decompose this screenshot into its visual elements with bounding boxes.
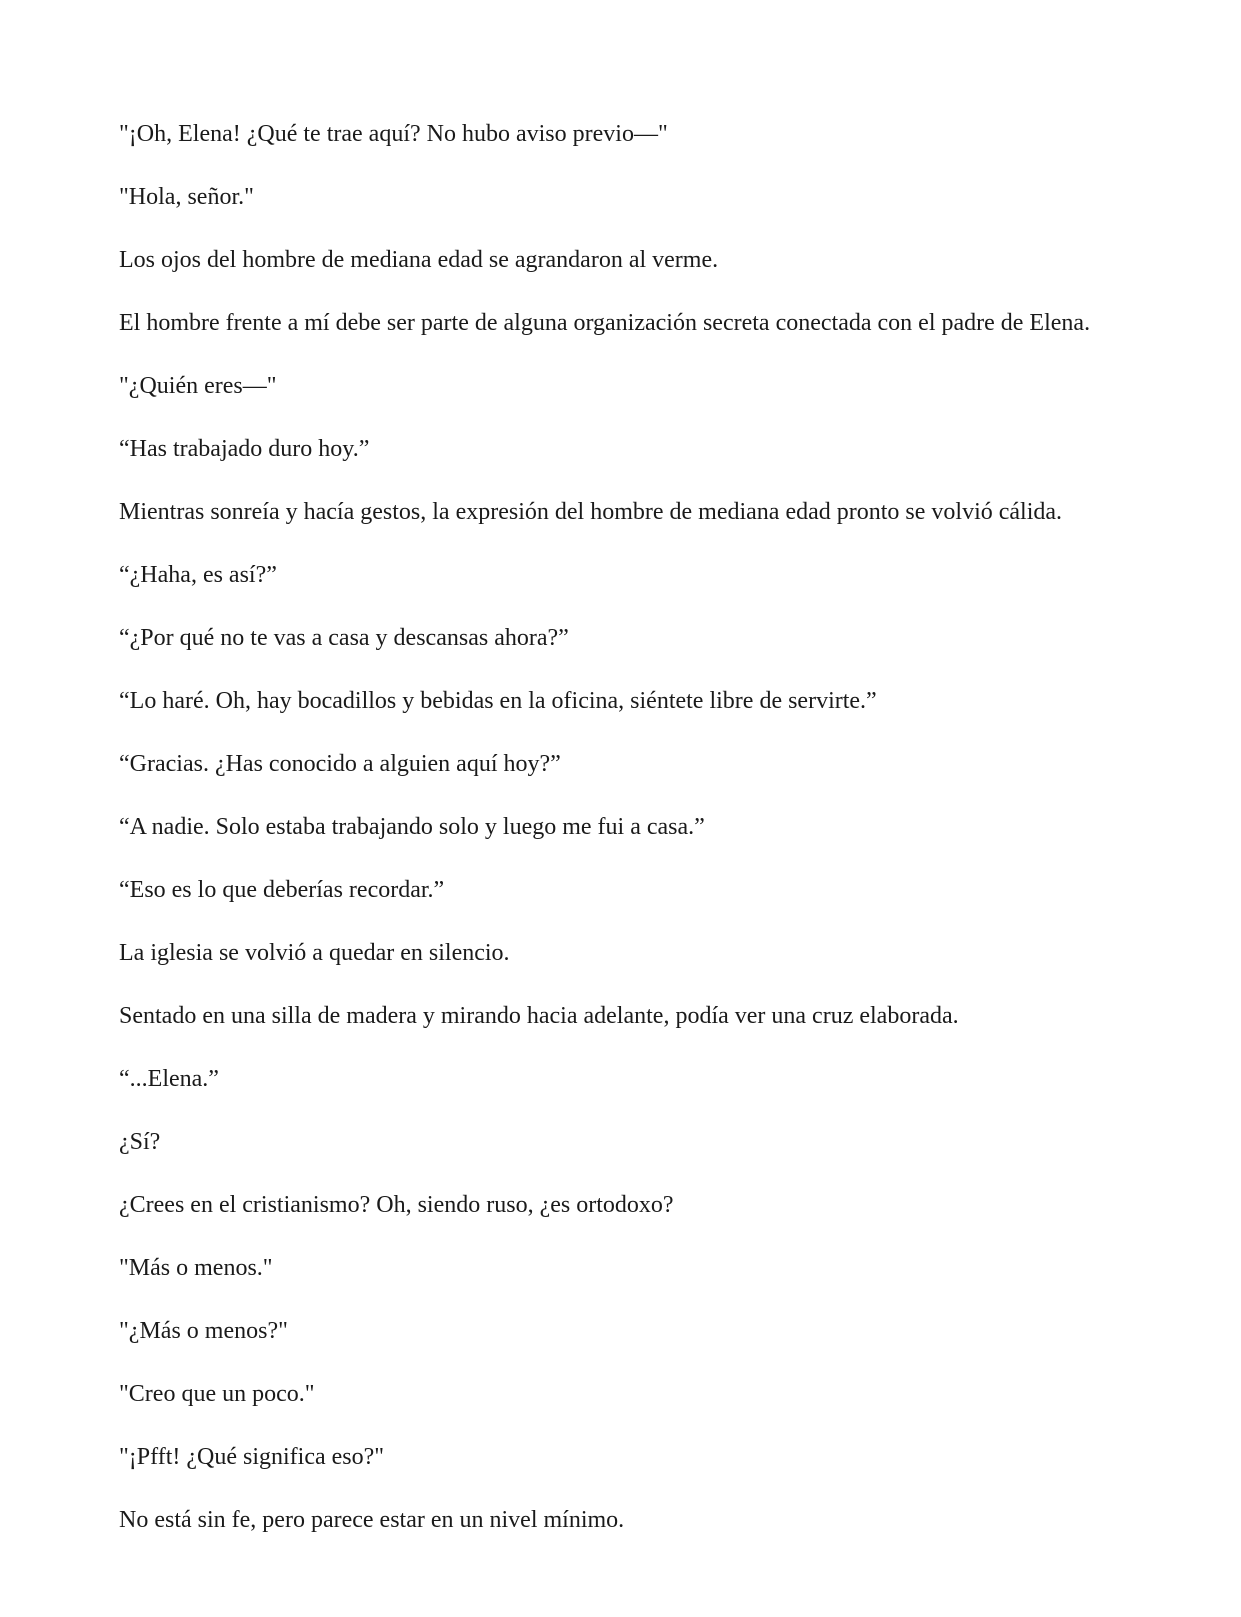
paragraph-22: "¡Pfft! ¿Qué significa eso?" bbox=[119, 1444, 385, 1470]
paragraph-13: “Eso es lo que deberías recordar.” bbox=[119, 877, 445, 903]
paragraph-17: ¿Sí? bbox=[119, 1129, 161, 1155]
paragraph-23: No está sin fe, pero parece estar en un nivel mínimo. bbox=[119, 1507, 625, 1533]
paragraph-19: "Más o menos." bbox=[119, 1255, 273, 1281]
paragraph-18: ¿Crees en el cristianismo? Oh, siendo ruso, ¿es ortodoxo? bbox=[119, 1192, 674, 1218]
paragraph-14: La iglesia se volvió a quedar en silencio. bbox=[119, 940, 510, 966]
paragraph-8: “¿Haha, es así?” bbox=[119, 562, 277, 588]
paragraph-10: “Lo haré. Oh, hay bocadillos y bebidas en la oficina, siéntete libre de servirte.” bbox=[119, 688, 877, 714]
paragraph-1: "¡Oh, Elena! ¿Qué te trae aquí? No hubo aviso previo—" bbox=[119, 121, 668, 147]
paragraph-15: Sentado en una silla de madera y mirando hacia adelante, podía ver una cruz elaborada. bbox=[119, 1003, 959, 1029]
paragraph-9: “¿Por qué no te vas a casa y descansas ahora?” bbox=[119, 625, 569, 651]
paragraph-2: "Hola, señor." bbox=[119, 184, 254, 210]
body-text bbox=[119, 118, 1124, 1536]
paragraph-6: “Has trabajado duro hoy.” bbox=[119, 436, 370, 462]
paragraph-16: “...Elena.” bbox=[119, 1066, 219, 1092]
paragraph-11: “Gracias. ¿Has conocido a alguien aquí hoy?” bbox=[119, 751, 561, 777]
paragraph-4: El hombre frente a mí debe ser parte de alguna organización secreta conectada con el padre de Elena. bbox=[119, 310, 1091, 336]
paragraph-5: "¿Quién eres—" bbox=[119, 373, 277, 399]
paragraph-21: "Creo que un poco." bbox=[119, 1381, 315, 1407]
paragraph-3: Los ojos del hombre de mediana edad se agrandaron al verme. bbox=[119, 247, 719, 273]
paragraph-20: "¿Más o menos?" bbox=[119, 1318, 288, 1344]
paragraph-7: Mientras sonreía y hacía gestos, la expresión del hombre de mediana edad pronto se volvió cálida. bbox=[119, 499, 1063, 525]
paragraph-12: “A nadie. Solo estaba trabajando solo y luego me fui a casa.” bbox=[119, 814, 705, 840]
